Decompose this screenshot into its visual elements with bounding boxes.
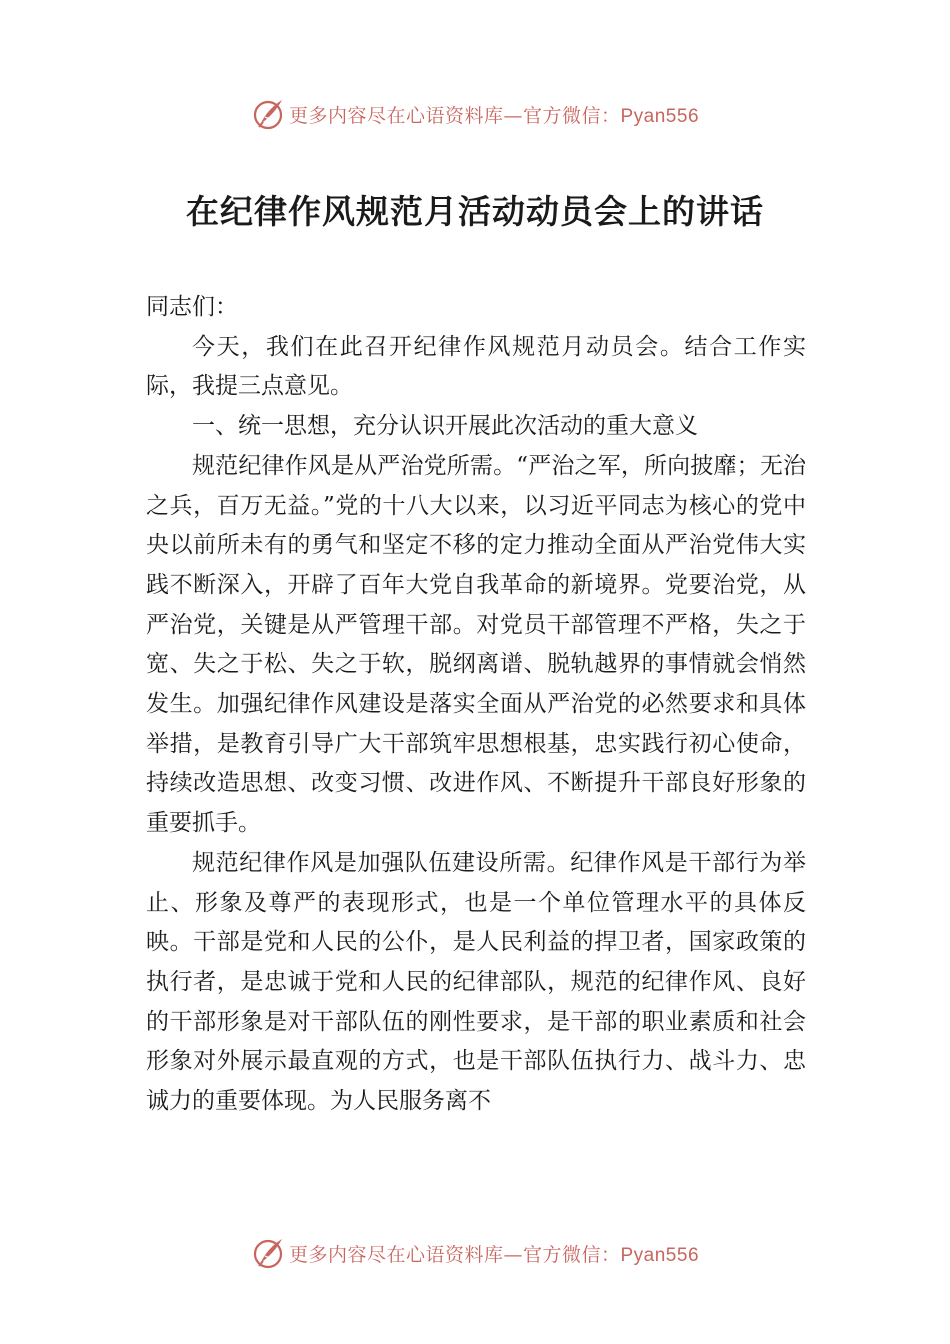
wechat-id: Pyan556 (620, 1244, 700, 1266)
section-heading: 一、统一思想，充分认识开展此次活动的重大意义 (192, 413, 698, 440)
document-title: 在纪律作风规范月活动动员会上的讲话 (186, 192, 764, 231)
quill-logo-icon (251, 1236, 285, 1270)
paragraph: 规范纪律作风是从严治党所需。“严治之军，所向披靡；无治之兵，百万无益。”党的十八大以来，以习近平同志为核心的党中央以前所未有的勇气和坚定不移的定力推动全面从严治党伟大实践不断深入，开辟了百年大党自我革命的新境界。党要治党，从严治党，关键是从严管理干部。对党员干部管理不严格，失之于宽、失之于松、失之于软，脱纲离谱、脱轨越界的事情就会悄然发生。加强纪律作风建设是落实全面从严治党的必然要求和具体举措，是教育引导广大干部筑牢思想根基，忠实践行初心使命，持续改造思想、改变习惯、改进作风、不断提升干部良好形象的重要抓手。 (146, 452, 806, 837)
wechat-id: Pyan556 (620, 105, 700, 127)
banner-text: 更多内容尽在心语资料库—官方微信： (288, 104, 621, 127)
footer-banner (0, 1233, 950, 1273)
paragraph: 今天，我们在此召开纪律作风规范月动员会。结合工作实际，我提三点意见。 (146, 333, 806, 400)
header-banner (0, 94, 950, 134)
paragraph: 规范纪律作风是加强队伍建设所需。纪律作风是干部行为举止、形象及尊严的表现形式，也是一个单位管理水平的具体反映。干部是党和人民的公仆，是人民利益的捍卫者，国家政策的执行者，是忠诚于党和人民的纪律部队，规范的纪律作风、良好的干部形象是对干部队伍的刚性要求，是干部的职业素质和社会形象对外展示最直观的方式，也是干部队伍执行力、战斗力、忠诚力的重要体现。为人民服务离不 (146, 849, 806, 1115)
banner-text: 更多内容尽在心语资料库—官方微信： (288, 1243, 621, 1266)
document-body (146, 288, 806, 1122)
salutation: 同志们： (146, 294, 238, 320)
quill-logo-icon (251, 97, 285, 131)
